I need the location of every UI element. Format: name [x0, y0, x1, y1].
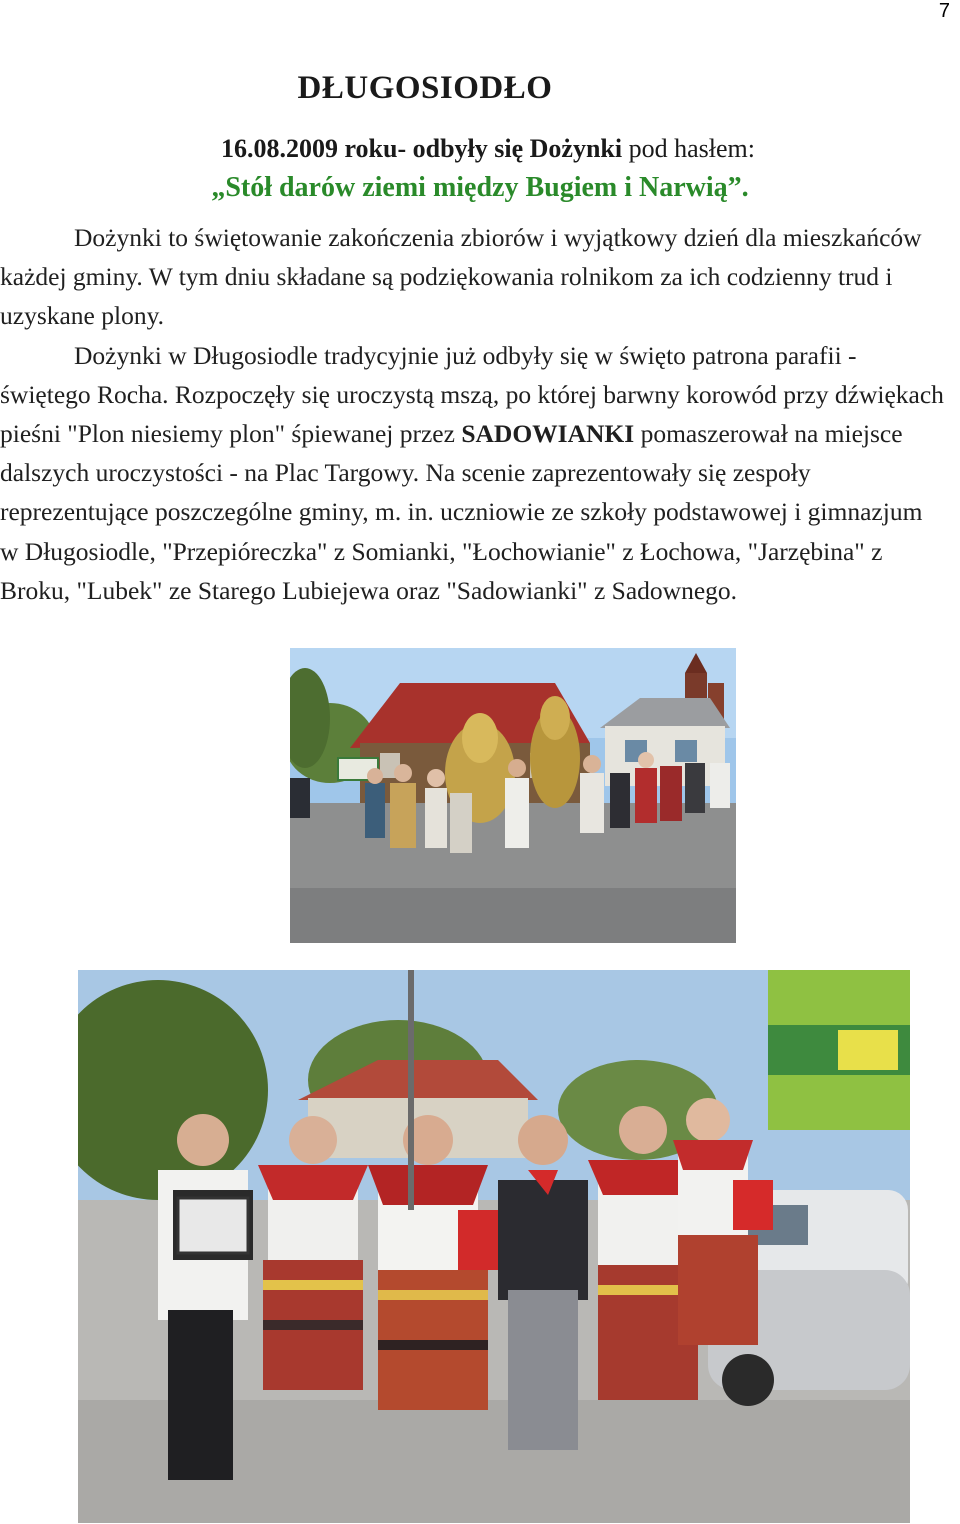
event-date-line: [0, 134, 960, 164]
paragraph-description-bold: SADOWIANKI: [461, 419, 635, 449]
folk-group-photo: [78, 970, 910, 1523]
paragraph-description-part2: pomaszerował na miejsce dalszych uroczystości - na Plac Targowy. Na scenie zaprezentowały się zespoły reprezentujące poszczególne gminy, m. in. uczniowie ze szkoły podstawowej i gimnazjum w Długosiodle, "Przepióreczka" z Somianki, "Łochowianie" z Łochowa, "Jarzębina" z Broku, "Lubek" ze Starego Lubiejewa oraz "Sadowianki" z Sadownego.: [0, 419, 923, 605]
event-slogan: „Stół darów ziemi między Bugiem i Narwią”.: [211, 172, 749, 203]
page-title: DŁUGOSIODŁO: [297, 70, 553, 106]
article-body: [0, 218, 945, 610]
procession-photo: [290, 648, 736, 943]
paragraph-description-part1: Dożynki w Długosiodle tradycyjnie już odbyły się w święto patrona parafii - świętego Rocha. Rozpoczęły się uroczystą mszą, po której barwny korowód przy dźwiękach pieśni "Plon niesiemy plon" śpiewanej przez: [0, 340, 944, 449]
paragraph-description: [0, 336, 945, 610]
paragraph-intro: Dożynki to świętowanie zakończenia zbiorów i wyjątkowy dzień dla mieszkańców każdej gminy. W tym dniu składane są podziękowania rolnikom za ich codzienny trud i uzyskane plony.: [0, 223, 922, 331]
event-date-bold: 16.08.2009 roku- odbyły się Dożynki: [220, 134, 623, 163]
procession-photo-image: [290, 648, 736, 943]
page-number: 7: [938, 0, 950, 22]
event-date-suffix: pod hasłem:: [622, 134, 755, 163]
folk-group-photo-image: [78, 970, 910, 1523]
